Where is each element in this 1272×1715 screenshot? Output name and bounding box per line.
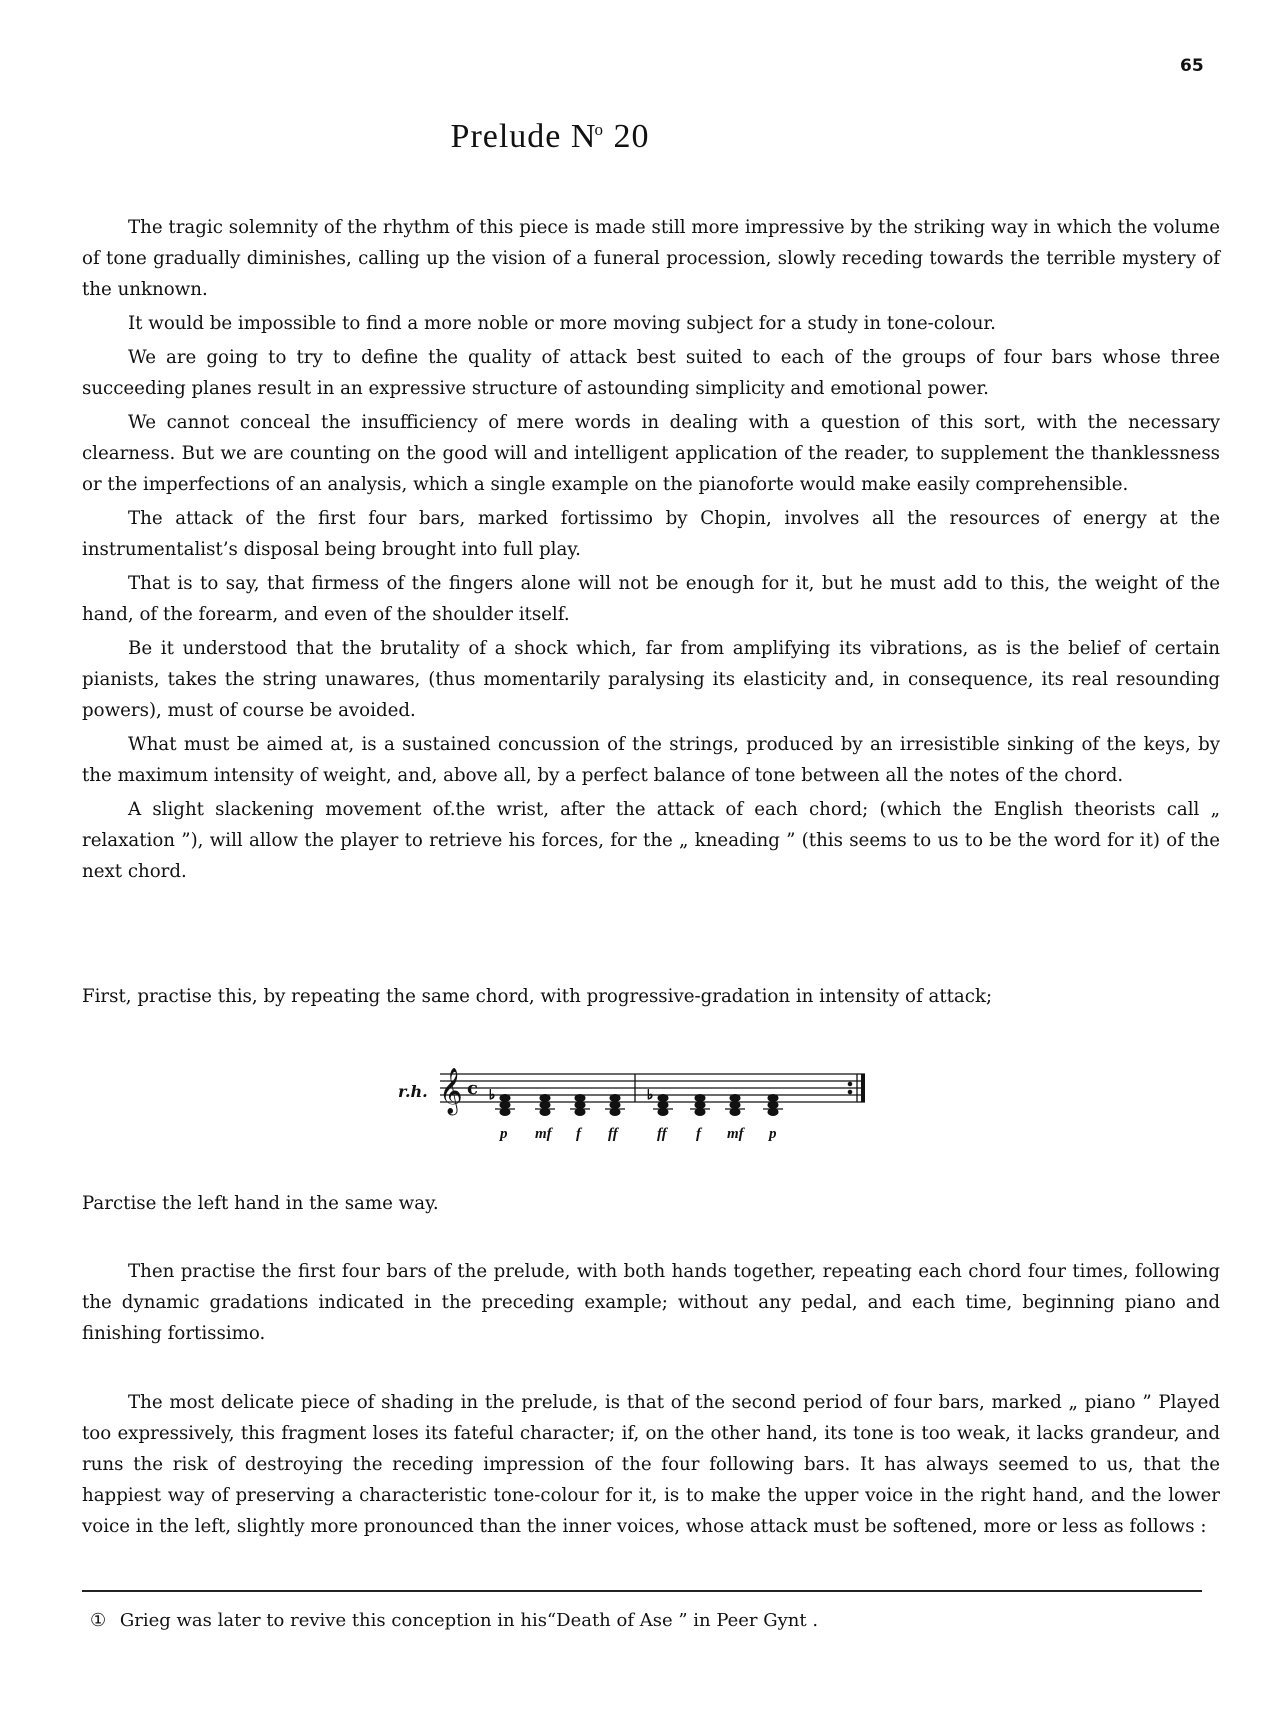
paragraph: What must be aimed at, is a sustained concussion of the strings, produced by an irresistible sinking of the keys, by the maximum intensity of weight, and, above all, by a perfect balance of tone between all the notes of the chord. [82, 734, 1220, 786]
paragraph: A slight slackening movement of.the wrist, after the attack of each chord; (which the English theorists call „ relaxation ”), will allow the player to retrieve his forces, for the „ kneading ” (this seems to us to be the word for it) of the next chord. [82, 799, 1220, 882]
footnote-divider [82, 1590, 1202, 1592]
dynamic-mark: f [696, 1126, 701, 1142]
music-example [395, 1062, 875, 1152]
paragraph: The tragic solemnity of the rhythm of this piece is made still more impressive by the striking way in which the volume of tone gradually diminishes, calling up the vision of a funeral procession, slowly receding towards the terrible mystery of the unknown. [82, 217, 1220, 300]
repeat-dot [848, 1090, 852, 1094]
dynamics [498, 1126, 777, 1142]
chord [570, 1095, 590, 1116]
paragraph: Then practise the first four bars of the prelude, with both hands together, repeating each chord four times, following the dynamic gradations indicated in the preceding example; without any pedal, and each time, beginning piano and finishing fortissimo. [82, 1261, 1220, 1344]
chord [763, 1095, 783, 1116]
dynamic-mark: p [769, 1126, 777, 1142]
dynamic-mark: ff [608, 1126, 618, 1142]
title-number: 20 [613, 118, 650, 155]
paragraph: The most delicate piece of shading in the prelude, is that of the second period of four bars, marked „ piano ” Played too expressively, this fragment loses its fateful character; if, on the other hand, its tone is too weak, it lacks grandeur, and runs the risk of destroying the receding impression of the four following bars. It has always seemed to us, that the happiest way of preserving a characteristic tone-colour for it, is to make the upper voice in the right hand, and the lower voice in the left, slightly more pronounced than the inner voices, whose attack must be softened, more or less as follows : [82, 1392, 1220, 1537]
paragraph: It would be impossible to find a more noble or more moving subject for a study in tone-colour. [128, 313, 996, 334]
chord [690, 1095, 710, 1116]
svg-text:♭: ♭ [489, 1088, 496, 1103]
chord [725, 1095, 745, 1116]
page-number: 65 [1180, 56, 1204, 76]
left-hand-instruction: Parctise the left hand in the same way. [82, 1193, 439, 1214]
paragraph: That is to say, that firmess of the fingers alone will not be enough for it, but he must add to this, the weight of the hand, of the forearm, and even of the shoulder itself. [82, 573, 1220, 625]
footnote-text: Grieg was later to revive this conception in his“Death of Ase ” in Peer Gynt . [119, 1610, 819, 1631]
right-hand-label: r.h. [398, 1082, 428, 1101]
dynamic-mark: mf [535, 1126, 552, 1142]
common-time-icon: c [467, 1078, 478, 1099]
svg-text:♭: ♭ [647, 1088, 654, 1103]
dynamic-mark: ff [657, 1126, 667, 1142]
intro-paragraphs [82, 212, 1220, 890]
chord [535, 1095, 555, 1116]
dynamic-mark: p [500, 1126, 508, 1142]
title-superscript: o [594, 119, 604, 139]
repeat-dot [848, 1082, 852, 1086]
chord [605, 1095, 625, 1116]
page-title [0, 118, 1100, 156]
dynamic-mark: mf [727, 1126, 744, 1142]
paragraph: We are going to try to define the quality of attack best suited to each of the groups of four bars whose three succeeding planes result in an expressive structure of astounding simplicity and emotional power. [82, 347, 1220, 399]
delicate-paragraph-block [82, 1387, 1220, 1545]
paragraph: Be it understood that the brutality of a shock which, far from amplifying its vibrations, as is the belief of certain pianists, takes the string unawares, (thus momentarily paralysing its elasticity and, in consequence, its real resounding powers), must of course be avoided. [82, 638, 1220, 721]
dynamic-mark: f [576, 1126, 581, 1142]
paragraph: The attack of the first four bars, marked fortissimo by Chopin, involves all the resources of energy at the instrumentalist’s disposal being brought into full play. [82, 508, 1220, 560]
practise-instruction: First, practise this, by repeating the same chord, with progressive-gradation in intensity of attack; [82, 986, 993, 1007]
footnote [90, 1610, 818, 1631]
then-paragraph-block [82, 1256, 1220, 1352]
paragraph: We cannot conceal the insufficiency of mere words in dealing with a question of this sort, with the necessary clearness. But we are counting on the good will and intelligent application of the reader, to supplement the thanklessness or the imperfections of an analysis, which a single example on the pianoforte would make easily comprehensible. [82, 412, 1220, 495]
treble-clef-icon: 𝄞 [439, 1068, 463, 1114]
footnote-marker: ① [90, 1610, 107, 1631]
title-text: Prelude N [450, 118, 597, 155]
